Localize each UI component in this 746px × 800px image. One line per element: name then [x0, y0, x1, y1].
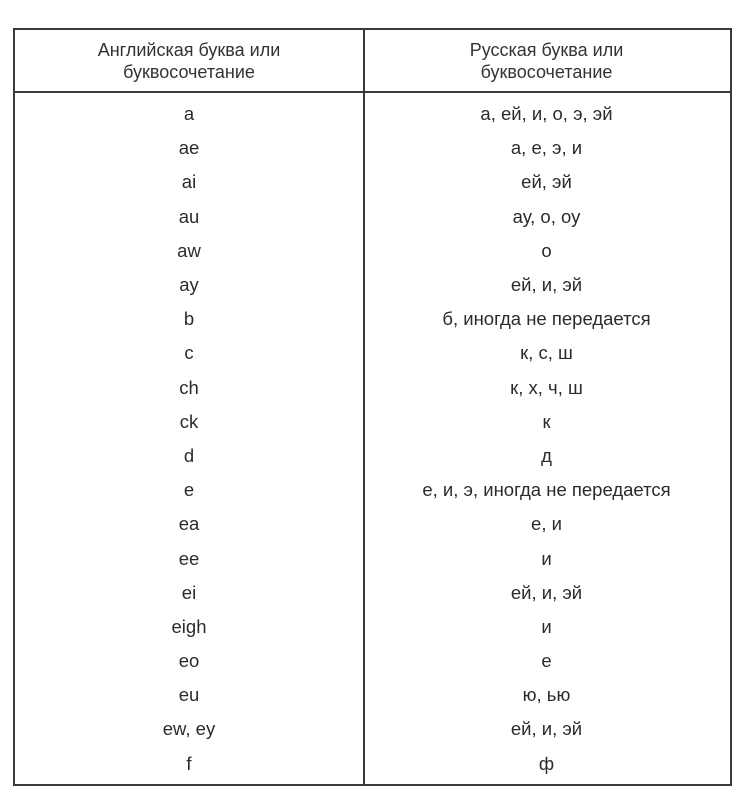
russian-cell: ей, и, эй — [510, 274, 583, 296]
russian-cell: к — [542, 410, 551, 432]
english-cell: ee — [178, 547, 200, 569]
header-english-label: Английская буква или буквосочетание — [97, 39, 281, 82]
russian-cell: ф — [538, 752, 555, 774]
russian-cell: а, ей, и, о, э, эй — [480, 103, 613, 125]
english-cell: eigh — [171, 615, 207, 637]
table-row — [15, 541, 730, 575]
english-cell: ch — [179, 376, 199, 398]
header-russian-label: Русская буква или буквосочетание — [469, 39, 624, 82]
table-row — [15, 507, 730, 541]
russian-cell: и — [541, 547, 552, 569]
english-cell: eo — [178, 650, 200, 672]
russian-cell: ау, о, оу — [512, 205, 581, 227]
english-cell: ae — [178, 137, 200, 159]
russian-cell: ей, эй — [521, 171, 572, 193]
russian-cell: ей, и, эй — [510, 718, 583, 740]
russian-cell: и — [541, 615, 552, 637]
russian-cell: ю, ью — [522, 684, 571, 706]
english-cell: ai — [181, 171, 197, 193]
header-english — [15, 30, 363, 91]
english-cell: aw — [177, 239, 201, 261]
table-row — [15, 200, 730, 234]
table-row — [15, 371, 730, 405]
table-row — [15, 405, 730, 439]
english-cell: ei — [181, 581, 197, 603]
english-cell: f — [186, 752, 192, 774]
table-header-row — [15, 30, 730, 93]
english-cell: ay — [179, 274, 199, 296]
table-row — [15, 747, 730, 781]
english-cell: c — [184, 342, 194, 364]
table-row — [15, 131, 730, 165]
russian-cell: о — [541, 239, 552, 261]
russian-cell: к, с, ш — [520, 342, 573, 364]
table-row — [15, 576, 730, 610]
russian-cell: к, х, ч, ш — [510, 376, 583, 398]
russian-cell: е, и — [531, 513, 562, 535]
russian-cell: ей, и, эй — [510, 581, 583, 603]
table-row — [15, 268, 730, 302]
russian-cell: а, е, э, и — [510, 137, 583, 159]
table-row — [15, 302, 730, 336]
header-russian — [363, 30, 730, 91]
table-row — [15, 165, 730, 199]
english-cell: ck — [179, 410, 199, 432]
table-row — [15, 439, 730, 473]
russian-cell: д — [541, 444, 552, 466]
english-cell: ew, ey — [162, 718, 216, 740]
table-row — [15, 97, 730, 131]
table-row — [15, 712, 730, 746]
transliteration-table — [13, 28, 732, 786]
russian-cell: б, иногда не передается — [442, 308, 651, 330]
table-row — [15, 678, 730, 712]
table-row — [15, 610, 730, 644]
english-cell: ea — [178, 513, 200, 535]
english-cell: au — [178, 205, 200, 227]
english-cell: e — [183, 479, 195, 501]
table-row — [15, 473, 730, 507]
english-cell: a — [183, 103, 195, 125]
english-cell: b — [183, 308, 195, 330]
table-row — [15, 644, 730, 678]
russian-cell: е — [541, 650, 552, 672]
table-row — [15, 234, 730, 268]
english-cell: d — [183, 444, 195, 466]
russian-cell: е, и, э, иногда не передается — [422, 479, 671, 501]
table-body — [15, 97, 730, 781]
table-row — [15, 336, 730, 370]
english-cell: eu — [178, 684, 200, 706]
